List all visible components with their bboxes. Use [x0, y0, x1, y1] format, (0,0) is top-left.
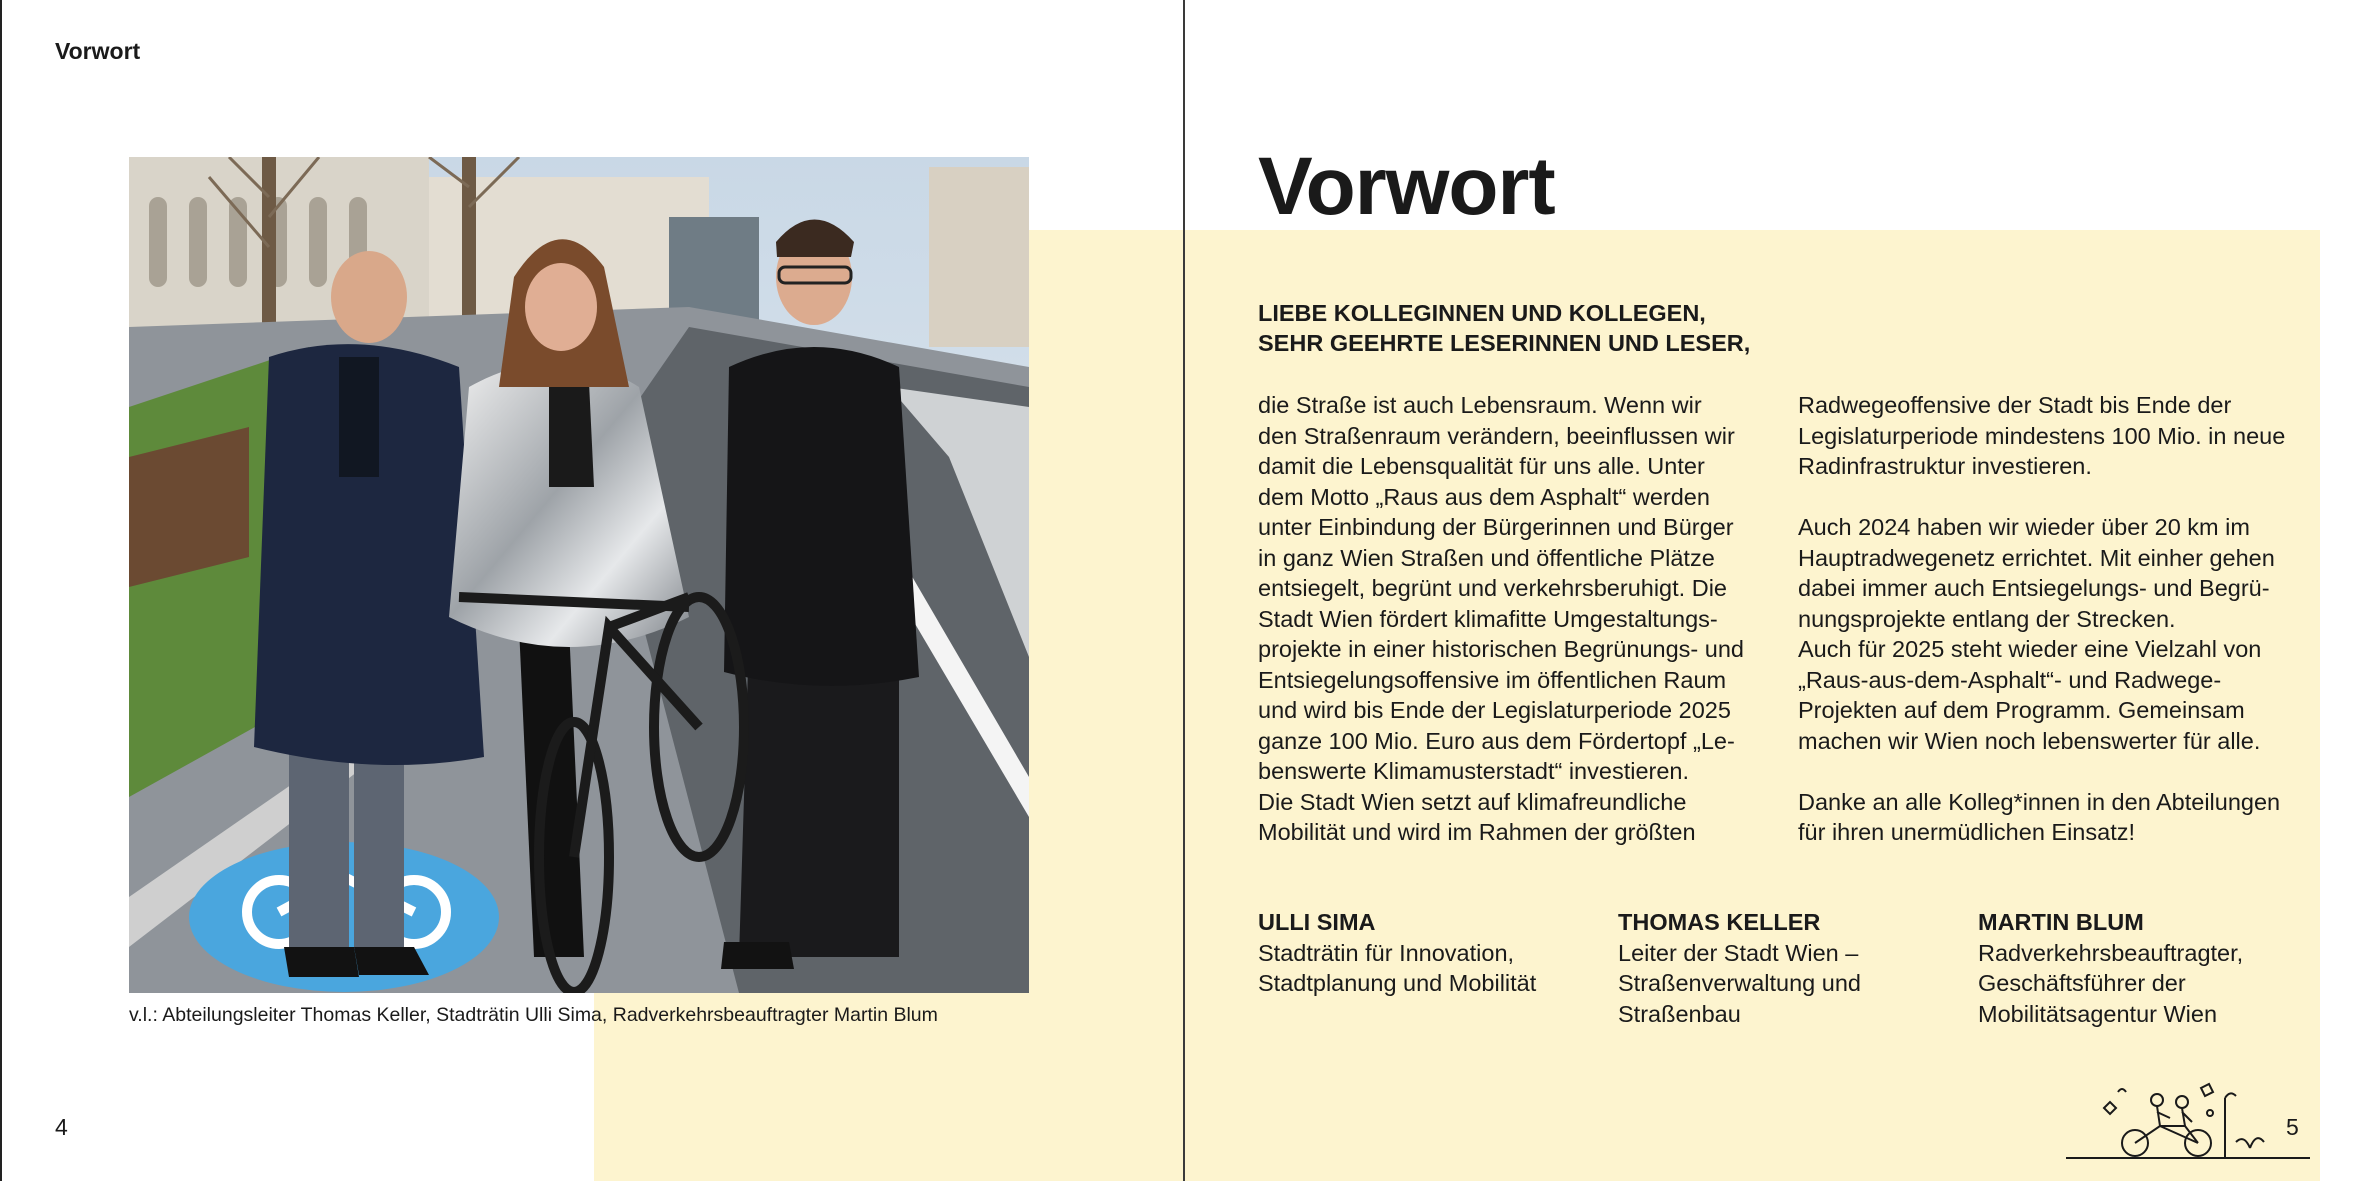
text-line: den Straßenraum verändern, beeinflussen wir — [1258, 422, 1735, 449]
text-line: Die Stadt Wien setzt auf klimafreundliche — [1258, 788, 1687, 815]
signatory-role: Leiter der Stadt Wien – — [1618, 939, 1859, 966]
signature-ulli-sima — [1258, 907, 1598, 999]
page-number-right: 5 — [2286, 1114, 2299, 1140]
text-line: Mobilität und wird im Rahmen der größten — [1258, 819, 1696, 845]
text-line: Auch für 2025 steht wieder eine Vielzahl von — [1798, 636, 2262, 662]
body-column-2 — [1798, 390, 2318, 848]
text-line: Projekten auf dem Programm. Gemeinsam — [1798, 697, 2245, 723]
signatory-name: THOMAS KELLER — [1618, 909, 1821, 935]
signatory-role: Mobilitätsagentur Wien — [1978, 1000, 2218, 1027]
salutation-line: LIEBE KOLLEGINNEN UND KOLLEGEN, — [1258, 300, 1706, 326]
text-line: Stadt Wien fördert klimafitte Umgestaltungs- — [1258, 605, 1718, 632]
signatory-name: MARTIN BLUM — [1978, 909, 2144, 935]
paragraph-gap — [1798, 482, 2318, 513]
signatory-role: Geschäftsführer der — [1978, 970, 2186, 996]
running-head: Vorwort — [55, 38, 141, 64]
building-right — [929, 167, 1029, 347]
text-line: Hauptradwegenetz errichtet. Mit einher gehen — [1798, 544, 2275, 571]
text-line: dem Motto „Raus aus dem Asphalt“ werden — [1258, 483, 1710, 510]
paragraph-gap — [1798, 756, 2318, 787]
signatory-name: ULLI SIMA — [1258, 909, 1376, 935]
page-number-left: 4 — [55, 1114, 68, 1140]
text-line: Radinfrastruktur investieren. — [1798, 453, 2092, 479]
text-line: machen wir Wien noch lebenswerter für alle. — [1798, 727, 2261, 754]
group-photo — [129, 157, 1029, 993]
text-line: entsiegelt, begrünt und verkehrsberuhigt. Die — [1258, 575, 1727, 601]
text-line: Auch 2024 haben wir wieder über 20 km im — [1798, 514, 2250, 540]
text-line: damit die Lebensqualität für uns alle. Unter — [1258, 453, 1705, 479]
text-line: in ganz Wien Straßen und öffentliche Plätze — [1258, 544, 1715, 571]
salutation — [1258, 298, 1750, 358]
text-line: Legislaturperiode mindestens 100 Mio. in neue — [1798, 422, 2286, 449]
body-column-1 — [1258, 390, 1778, 848]
text-line: und wird bis Ende der Legislaturperiode 2025 — [1258, 697, 1731, 723]
signature-martin-blum — [1978, 907, 2318, 1029]
signatory-role: Stadtplanung und Mobilität — [1258, 970, 1537, 996]
text-line: benswerte Klimamusterstadt“ investieren. — [1258, 758, 1690, 784]
page-gutter — [1183, 0, 1185, 1181]
signatory-role: Radverkehrsbeauftragter, — [1978, 939, 2244, 966]
page-title: Vorwort — [1258, 141, 1555, 232]
text-line: unter Einbindung der Bürgerinnen und Bürger — [1258, 514, 1734, 540]
photo-caption: v.l.: Abteilungsleiter Thomas Keller, Stadträtin Ulli Sima, Radverkehrsbeauftragter Martin Blum — [129, 1004, 938, 1026]
text-line: dabei immer auch Entsiegelungs- und Begrü- — [1798, 575, 2270, 601]
text-line: Danke an alle Kolleg*innen in den Abteilungen — [1798, 788, 2281, 815]
text-line: „Raus-aus-dem-Asphalt“- und Radwege- — [1798, 666, 2222, 693]
text-line: für ihren unermüdlichen Einsatz! — [1798, 819, 2136, 845]
text-line: Radwegeoffensive der Stadt bis Ende der — [1798, 392, 2232, 418]
salutation-line: SEHR GEEHRTE LESERINNEN UND LESER, — [1258, 330, 1751, 356]
text-line: projekte in einer historischen Begrünungs- und — [1258, 636, 1744, 662]
text-line: die Straße ist auch Lebensraum. Wenn wir — [1258, 392, 1702, 418]
photo-scene — [129, 157, 1029, 993]
signature-thomas-keller — [1618, 907, 1958, 1029]
page-edge — [0, 0, 2, 1181]
text-line: Entsiegelungsoffensive im öffentlichen Raum — [1258, 666, 1727, 693]
signatory-role: Straßenbau — [1618, 1000, 1741, 1027]
tandem-bike-illustration — [2060, 1078, 2310, 1162]
signatory-role: Straßenverwaltung und — [1618, 970, 1861, 996]
text-line: nungsprojekte entlang der Strecken. — [1798, 605, 2176, 632]
text-line: ganze 100 Mio. Euro aus dem Fördertopf „Le- — [1258, 727, 1735, 754]
signatory-role: Stadträtin für Innovation, — [1258, 939, 1515, 966]
